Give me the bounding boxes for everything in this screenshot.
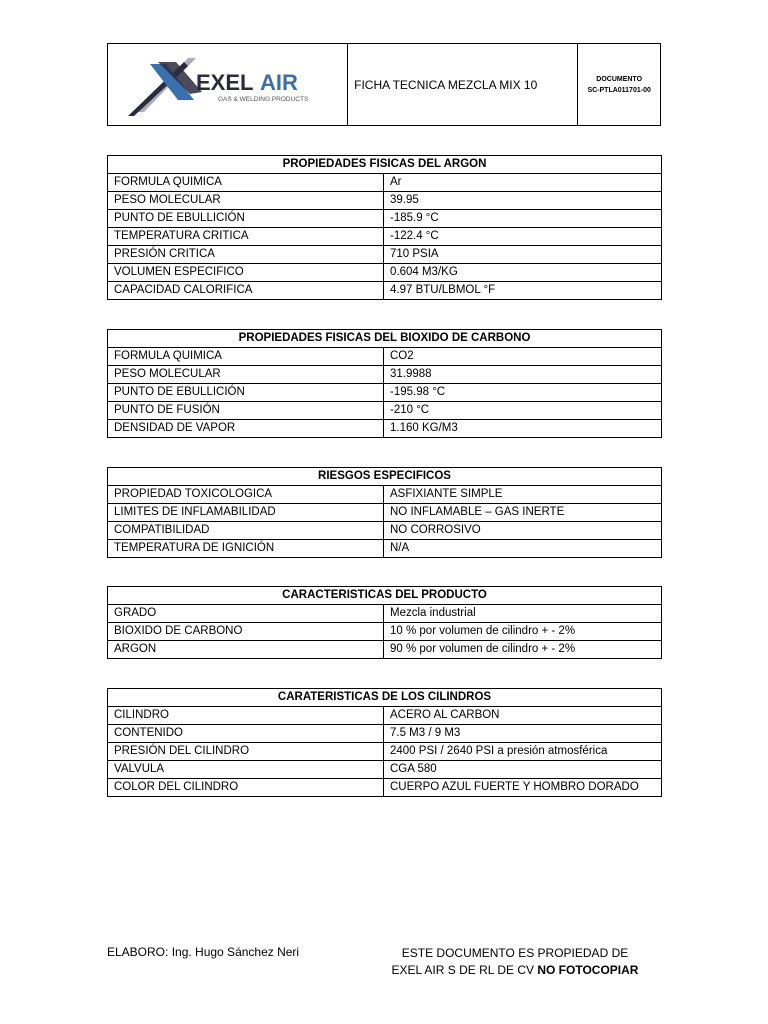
property-label: PUNTO DE FUSIÓN xyxy=(108,402,384,420)
table-row xyxy=(108,420,662,438)
table-row xyxy=(108,402,662,420)
table-row xyxy=(108,210,662,228)
property-value: NO CORROSIVO xyxy=(384,522,662,540)
table-row xyxy=(108,228,662,246)
property-value: CUERPO AZUL FUERTE Y HOMBRO DORADO xyxy=(384,779,662,797)
property-label: PESO MOLECULAR xyxy=(108,192,384,210)
property-label: COLOR DEL CILINDRO xyxy=(108,779,384,797)
table-row xyxy=(108,264,662,282)
table-title: PROPIEDADES FISICAS DEL ARGON xyxy=(108,156,662,174)
table-row xyxy=(108,192,662,210)
property-value: 2400 PSI / 2640 PSI a presión atmosférica xyxy=(384,743,662,761)
property-value: 0.604 M3/KG xyxy=(384,264,662,282)
table-title: RIESGOS ESPECIFICOS xyxy=(108,468,662,486)
property-label: PUNTO DE EBULLICIÓN xyxy=(108,384,384,402)
property-value: 39.95 xyxy=(384,192,662,210)
property-label: PRESIÓN CRITICA xyxy=(108,246,384,264)
table-row xyxy=(108,384,662,402)
table-title: PROPIEDADES FISICAS DEL BIOXIDO DE CARBONO xyxy=(108,330,662,348)
property-value: CGA 580 xyxy=(384,761,662,779)
table-row xyxy=(108,761,662,779)
document-title: FICHA TECNICA MEZCLA MIX 10 xyxy=(348,44,578,125)
property-label: BIOXIDO DE CARBONO xyxy=(108,623,384,641)
table-row xyxy=(108,725,662,743)
logo-cell xyxy=(108,44,348,125)
document-label: DOCUMENTO xyxy=(596,75,643,83)
table-row xyxy=(108,623,662,641)
property-value: 4.97 BTU/LBMOL °F xyxy=(384,282,662,300)
table-row xyxy=(108,779,662,797)
no-photocopy-warning: NO FOTOCOPIAR xyxy=(537,963,639,977)
document-code-cell xyxy=(578,44,660,125)
svg-text:GAS & WELDING PRODUCTS: GAS & WELDING PRODUCTS xyxy=(217,95,308,103)
table-row xyxy=(108,540,662,558)
property-value: 90 % por volumen de cilindro + - 2% xyxy=(384,641,662,659)
property-value: 7.5 M3 / 9 M3 xyxy=(384,725,662,743)
property-label: PROPIEDAD TOXICOLOGICA xyxy=(108,486,384,504)
property-line-1: ESTE DOCUMENTO ES PROPIEDAD DE xyxy=(401,946,629,960)
property-label: DENSIDAD DE VAPOR xyxy=(108,420,384,438)
table-row xyxy=(108,522,662,540)
property-label: VALVULA xyxy=(108,761,384,779)
table-row xyxy=(108,605,662,623)
table-row xyxy=(108,486,662,504)
property-value: -195.98 °C xyxy=(384,384,662,402)
property-label: GRADO xyxy=(108,605,384,623)
document-header xyxy=(107,43,661,126)
table-row xyxy=(108,707,662,725)
property-label: TEMPERATURA CRITICA xyxy=(108,228,384,246)
table-argon-properties xyxy=(107,155,662,300)
property-label: COMPATIBILIDAD xyxy=(108,522,384,540)
property-label: FORMULA QUIMICA xyxy=(108,348,384,366)
svg-text:EXEL: EXEL xyxy=(195,69,254,95)
property-label: CILINDRO xyxy=(108,707,384,725)
property-value: CO2 xyxy=(384,348,662,366)
property-value: Ar xyxy=(384,174,662,192)
property-label: ARGON xyxy=(108,641,384,659)
prepared-by: ELABORO: Ing. Hugo Sánchez Neri xyxy=(107,945,300,959)
property-line-2: EXEL AIR S DE RL DE CV NO FOTOCOPIAR xyxy=(391,963,639,977)
property-value: NO INFLAMABLE – GAS INERTE xyxy=(384,504,662,522)
table-specific-risks xyxy=(107,467,662,558)
document-code: SC-PTLA011701-00 xyxy=(587,86,651,94)
table-row xyxy=(108,641,662,659)
property-value: ACERO AL CARBON xyxy=(384,707,662,725)
property-value: -185.9 °C xyxy=(384,210,662,228)
table-product-characteristics xyxy=(107,586,662,659)
property-label: PUNTO DE EBULLICIÓN xyxy=(108,210,384,228)
property-label: PESO MOLECULAR xyxy=(108,366,384,384)
property-label: CAPACIDAD CALORIFICA xyxy=(108,282,384,300)
property-value: -210 °C xyxy=(384,402,662,420)
property-notice xyxy=(380,945,650,979)
property-value: ASFIXIANTE SIMPLE xyxy=(384,486,662,504)
svg-text:AIR: AIR xyxy=(259,69,298,95)
table-row xyxy=(108,366,662,384)
table-row xyxy=(108,246,662,264)
property-label: TEMPERATURA DE IGNICIÓN xyxy=(108,540,384,558)
property-label: CONTENIDO xyxy=(108,725,384,743)
exel-air-logo xyxy=(118,50,338,120)
table-title: CARATERISTICAS DE LOS CILINDROS xyxy=(108,689,662,707)
property-label: PRESIÓN DEL CILINDRO xyxy=(108,743,384,761)
table-title: CARACTERISTICAS DEL PRODUCTO xyxy=(108,587,662,605)
property-label: VOLUMEN ESPECIFICO xyxy=(108,264,384,282)
property-value: 710 PSIA xyxy=(384,246,662,264)
table-row xyxy=(108,348,662,366)
property-value: Mezcla industrial xyxy=(384,605,662,623)
property-value: 31.9988 xyxy=(384,366,662,384)
property-value: 10 % por volumen de cilindro + - 2% xyxy=(384,623,662,641)
table-row xyxy=(108,504,662,522)
table-row xyxy=(108,174,662,192)
property-value: N/A xyxy=(384,540,662,558)
table-row xyxy=(108,282,662,300)
property-label: FORMULA QUIMICA xyxy=(108,174,384,192)
table-cylinder-characteristics xyxy=(107,688,662,797)
table-row xyxy=(108,743,662,761)
property-value: -122.4 °C xyxy=(384,228,662,246)
property-value: 1.160 KG/M3 xyxy=(384,420,662,438)
property-label: LIMITES DE INFLAMABILIDAD xyxy=(108,504,384,522)
table-co2-properties xyxy=(107,329,662,438)
